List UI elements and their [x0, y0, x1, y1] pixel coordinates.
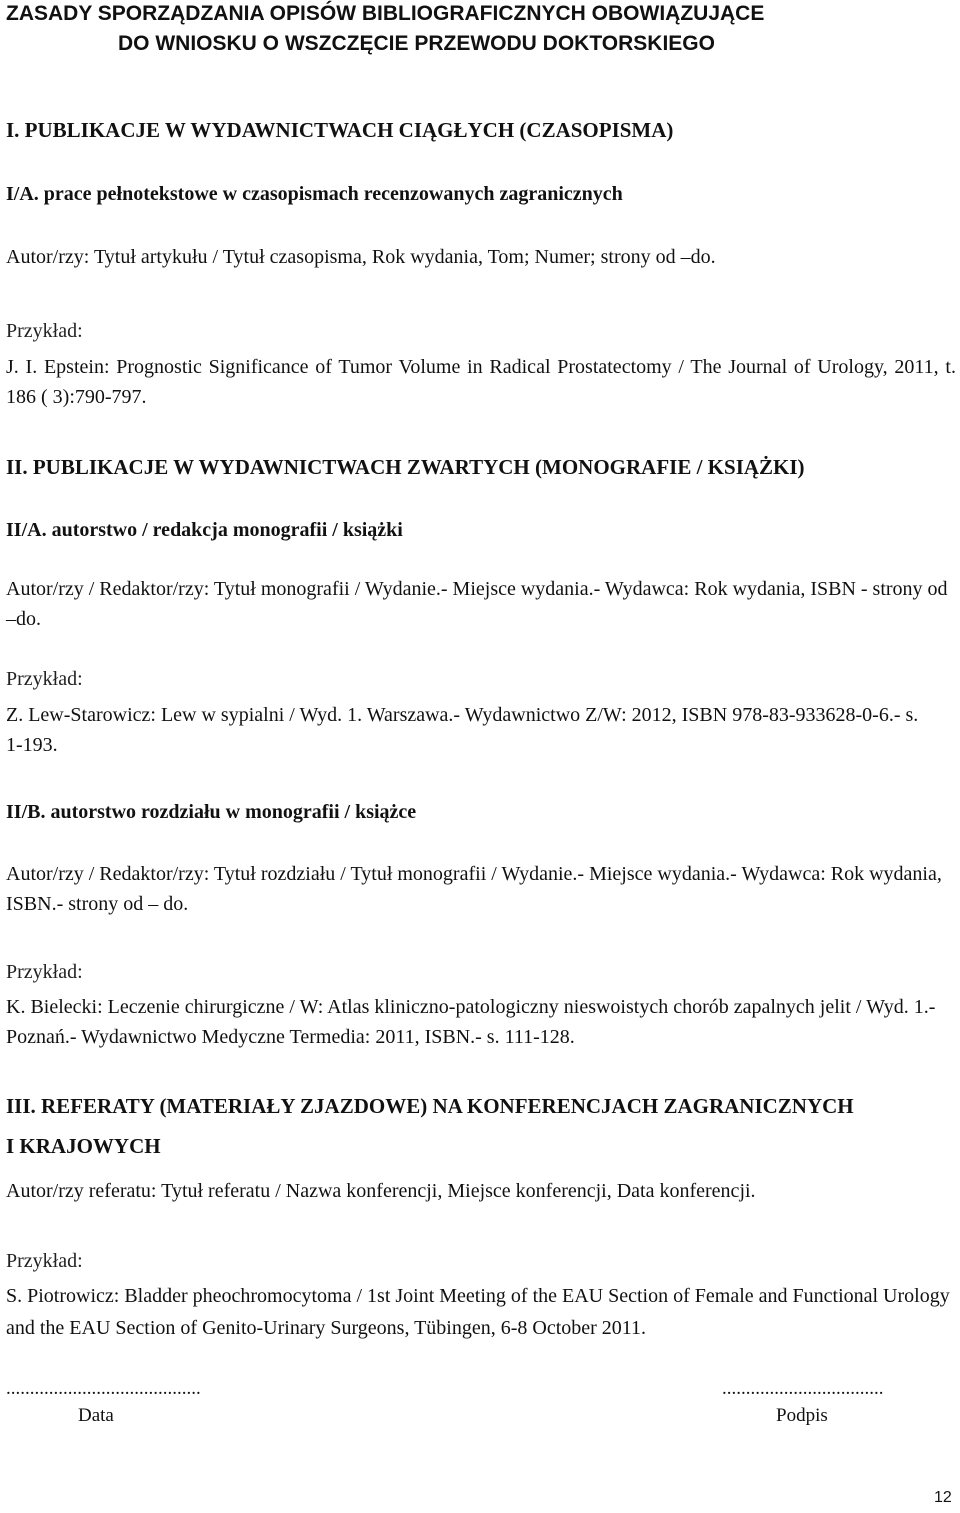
section2b-heading: II/B. autorstwo rozdziału w monografii / książce — [6, 801, 417, 823]
section1a-format: Autor/rzy: Tytuł artykułu / Tytuł czasopisma, Rok wydania, Tom; Numer; strony od –do. — [6, 246, 716, 268]
section2b-example: K. Bielecki: Leczenie chirurgiczne / W: Atlas kliniczno-patologiczny nieswoistych chorób zapalnych jelit / Wyd. 1.- Poznań.- Wydawnictwo Medyczne Termedia: 2011, ISBN.- s. 111-128. — [6, 996, 936, 1048]
section2-heading: II. PUBLIKACJE W WYDAWNICTWACH ZWARTYCH (MONOGRAFIE / KSIĄŻKI) — [6, 455, 805, 479]
section3-heading-line1: III. REFERATY (MATERIAŁY ZJAZDOWE) NA KONFERENCJACH ZAGRANICZNYCH — [6, 1094, 854, 1118]
section2a-example-label: Przykład: — [6, 668, 83, 690]
date-dots: ......................................... — [6, 1378, 201, 1399]
date-label: Data — [78, 1405, 114, 1426]
section1a-example-label: Przykład: — [6, 320, 83, 342]
section2b-format: Autor/rzy / Redaktor/rzy: Tytuł rozdziału / Tytuł monografii / Wydanie.- Miejsce wydania.- Wydawca: Rok wydania, ISBN.- strony od – do. — [6, 863, 942, 915]
document-title-line2: DO WNIOSKU O WSZCZĘCIE PRZEWODU DOKTORSKIEGO — [118, 32, 715, 55]
section3-example-label: Przykład: — [6, 1250, 83, 1272]
section1a-heading: I/A. prace pełnotekstowe w czasopismach recenzowanych zagranicznych — [6, 183, 623, 205]
section3-example: S. Piotrowicz: Bladder pheochromocytoma / 1st Joint Meeting of the EAU Section of Female and Functional Urology and the EAU Section of Genito-Urinary Surgeons, Tübingen, 6-8 October 2011. — [6, 1285, 950, 1339]
signature-dots: .................................. — [722, 1378, 884, 1399]
section1-heading: I. PUBLIKACJE W WYDAWNICTWACH CIĄGŁYCH (CZASOPISMA) — [6, 118, 674, 142]
page-number: 12 — [934, 1489, 952, 1506]
section1a-example: J. I. Epstein: Prognostic Significance of Tumor Volume in Radical Prostatectomy / The Journal of Urology, 2011, t. 186 ( 3):790-797. — [6, 356, 956, 408]
section3-format: Autor/rzy referatu: Tytuł referatu / Nazwa konferencji, Miejsce konferencji, Data konferencji. — [6, 1180, 756, 1202]
section2a-heading: II/A. autorstwo / redakcja monografii / książki — [6, 519, 403, 541]
signature-label: Podpis — [776, 1405, 828, 1426]
section2a-example: Z. Lew-Starowicz: Lew w sypialni / Wyd. 1. Warszawa.- Wydawnictwo Z/W: 2012, ISBN 978-83-933628-0-6.- s. 1-193. — [6, 704, 919, 756]
section3-heading-line2: I KRAJOWYCH — [6, 1134, 161, 1158]
section2b-example-label: Przykład: — [6, 961, 83, 983]
section2a-format: Autor/rzy / Redaktor/rzy: Tytuł monografii / Wydanie.- Miejsce wydania.- Wydawca: Rok wydania, ISBN - strony od –do. — [6, 578, 948, 630]
document-title-line1: ZASADY SPORZĄDZANIA OPISÓW BIBLIOGRAFICZNYCH OBOWIĄZUJĄCE — [6, 2, 765, 25]
